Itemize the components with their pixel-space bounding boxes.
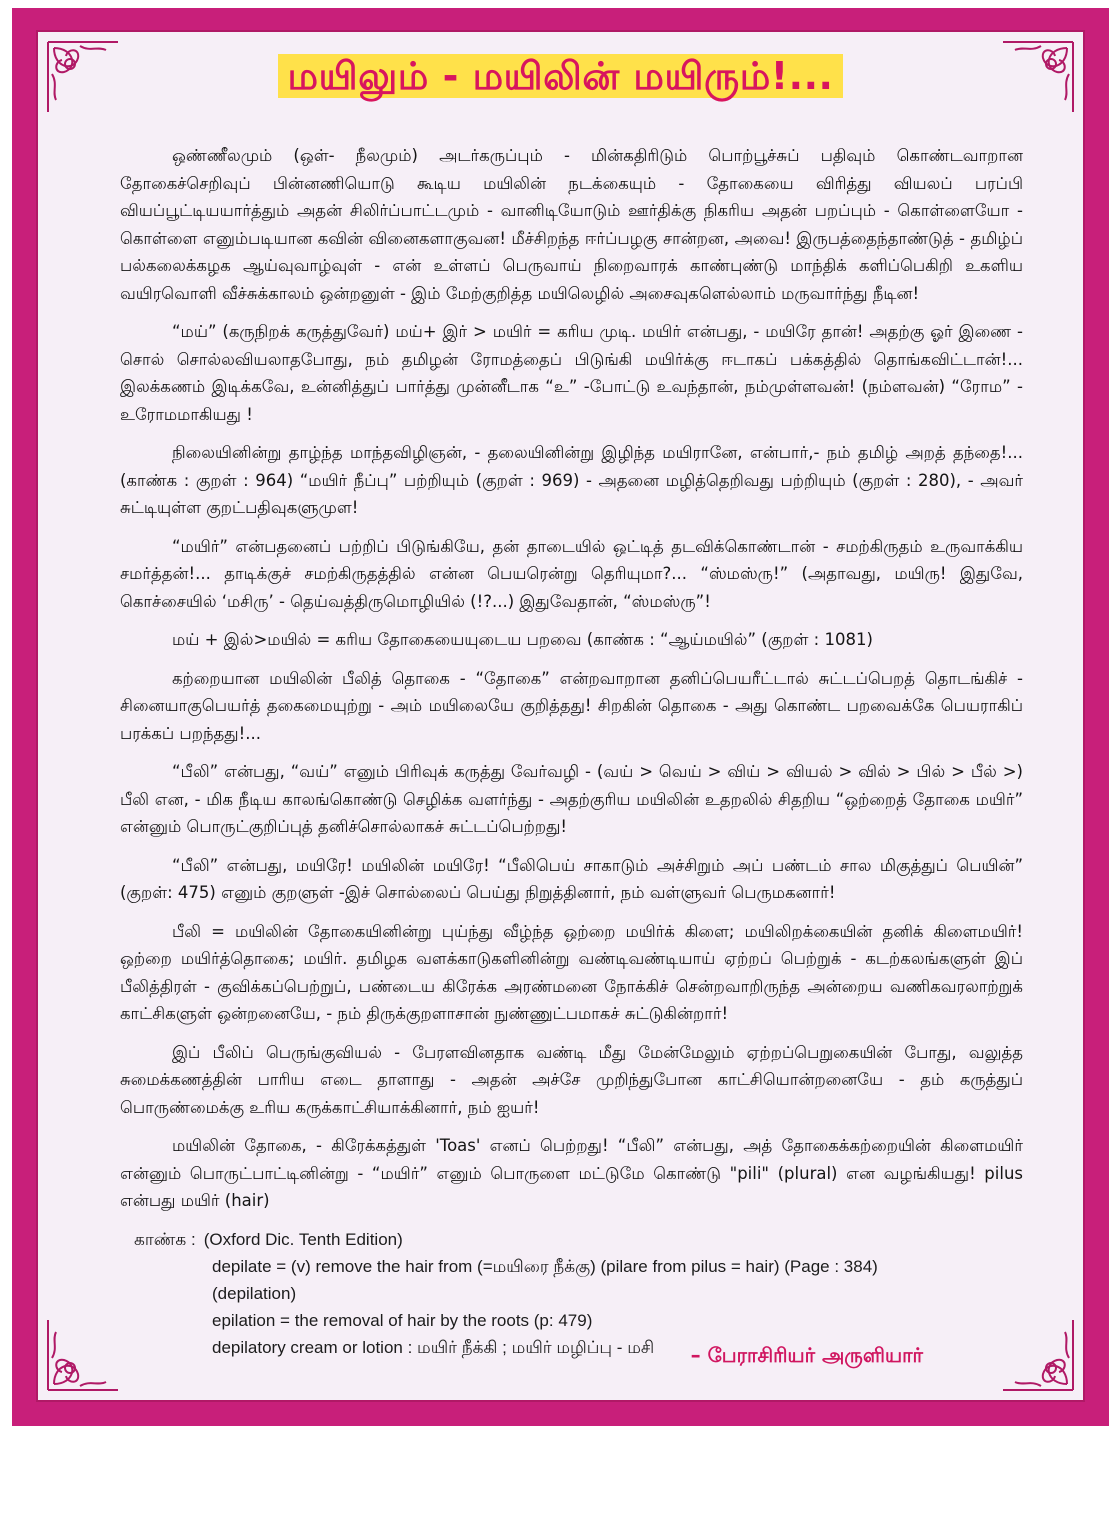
reference-line: depilate = (v) remove the hair from (=மயிரை நீக்கு) (pilare from pilus = hair) (Page : 384) [212, 1256, 878, 1276]
paragraph: மய் + இல்>மயில் = கரிய தோகையையுடைய பறவை (காண்க : “ஆய்மயில்” (குறள் : 1081) [172, 630, 873, 649]
paragraph: “மய்” (கருநிறக் கருத்துவேர்) மய்+ இர் > மயிர் = கரிய முடி. மயிர் என்பது, - மயிரே தான்! அதற்கு ஓர் இணை - சொல் சொல்லவியலாதபோது, நம் தமிழன் ரோமத்தைப் பிடுங்கி மயிர்க்கு ஈடாகப் பக்கத்தில் தொங்கவிட்டான்!... இலக்கணம் இடிக்கவே, உன்னித்துப் பார்த்து முன்னீடாக “உ” -போட்டு உவந்தான், நம்முள்ளவன்! (நம்ளவன்) “ரோம” - உரோமமாகியது ! [120, 322, 1023, 424]
content-panel [36, 30, 1085, 1402]
paragraph: நிலையினின்று தாழ்ந்த மாந்தவிழிஞன், - தலையினின்று இழிந்த மயிரானே, என்பார்,- நம் தமிழ் அறத் தந்தை!... (காண்க : குறள் : 964) “மயிர் நீப்பு” பற்றியும் (குறள் : 969) - அதனை மழித்தெறிவது பற்றியும் (குறள் : 280), - அவர் சுட்டியுள்ள குறட்பதிவுகளுமுள! [120, 443, 1023, 517]
reference-line: depilatory cream or lotion : மயிர் நீக்கி ; மயிர் மழிப்பு - மசி [212, 1337, 655, 1357]
reference-source: (Oxford Dic. Tenth Edition) [203, 1229, 403, 1249]
paragraph: இப் பீலிப் பெருங்குவியல் - பேரளவினதாக வண்டி மீது மேன்மேலும் ஏற்றப்பெறுகையின் போது, வலுத்த சுமைக்கணத்தின் பாரிய எடை தாளாது - அதன் அச்சே முறிந்துபோன காட்சியொன்றனையே - தம் கருத்துப் பொருண்மைக்கு உரிய கருக்காட்சியாக்கினார், நம் ஐயர்! [120, 1042, 1023, 1117]
article-body [120, 142, 1023, 1361]
author-signature: – பேராசிரியர் அருளியார் [690, 1343, 923, 1367]
paragraph: ஒண்ணீலமும் (ஒள்- நீலமும்) அடர்கருப்பும் - மின்கதிரிடும் பொற்பூச்சுப் பதிவும் கொண்டவாறான தோகைச்செறிவுப் பின்னணியொடு கூடிய மயிலின் நடக்கையும் - தோகையை விரித்து வியலப் பரப்பி வியப்பூட்டியயார்த்தும் அதன் சிலிர்ப்பாட்டமும் - வானிடியோடும் ஊர்திக்கு நிகரிய அதன் பறப்பும் - கொள்ளையோ - கொள்ளை எனும்படியான கவின் வினைகளாகுவன! மீச்சிறந்த ஈர்ப்பழகு சான்றன, அவை! இருபத்தைந்தாண்டுத் - தமிழ்ப் பல்கலைக்கழக ஆய்வுவாழ்வுள் - என் உள்ளப் பெருவாய் நிறைவாரக் காண்புண்டு மாந்திக் களிப்பெகிறி உகளிய வயிரவொளி வீச்சுக்காலம் ஒன்றனுள் - இம் மேற்குறித்த மயிலெழில் அசைவுகளெல்லாம் மருவார்ந்து நீடின! [120, 146, 1023, 303]
reference-line: epilation = the removal of hair by the roots (p: 479) [212, 1310, 593, 1330]
reference-line: (depilation) [212, 1283, 297, 1303]
paragraph: மயிலின் தோகை, - கிரேக்கத்துள் 'Toas' எனப் பெற்றது! “பீலி” என்பது, அத் தோகைக்கற்றையின் கிளைமயிர் என்னும் பொருட்பாட்டினின்று - “மயிர்” எனும் பொருளை மட்டுமே கொண்டு "pili" (plural) என வழங்கியது! pilus என்பது மயிர் (hair) [120, 1136, 1023, 1210]
paragraph: பீலி = மயிலின் தோகையினின்று புய்ந்து வீழ்ந்த ஒற்றை மயிர்க் கிளை; மயிலிறக்கையின் தனிக் கிளைமயிர்! ஒற்றை மயிர்த்தொகை; மயிர். தமிழக வளக்காடுகளினின்று வண்டிவண்டியாய் ஏற்றப் பெற்றுக் - கடற்கலங்களுள் இப் பீலித்திரள் - குவிக்கப்பெற்றுப், பண்டைய கிரேக்க அரண்மனை நோக்கிச் சென்றவாறிருந்த அன்றைய வணிகவரலாற்றுக் காட்சிகளுள் ஒன்றனையே, - நம் திருக்குறளாசான் நுண்ணுட்பமாகச் சுட்டுகின்றார்! [120, 921, 1023, 1023]
paragraph: கற்றையான மயிலின் பீலித் தொகை - “தோகை” என்றவாறான தனிப்பெயரீட்டால் சுட்டப்பெறத் தொடங்கிச் - சினையாகுபெயர்த் தகைமையுற்று - அம் மயிலையே குறித்தது! சிறகின் தொகை - அது கொண்ட பறவைக்கே பெயராகிப் பரக்கப் பறந்தது!... [120, 668, 1023, 743]
page-title-text: மயிலும் - மயிலின் மயிரும்!... [278, 54, 844, 98]
reference-header [120, 1226, 1023, 1253]
paragraph: “பீலி” என்பது, “வய்” எனும் பிரிவுக் கருத்து வேர்வழி - (வய் > வெய் > விய் > வியல் > வில் > பில் > பீல் >) பீலி என, - மிக நீடிய காலங்கொண்டு செழிக்க வளர்ந்து - அதற்குரிய மயிலின் உதறலில் சிதறிய “ஒற்றைத் தோகை மயிர்” என்னும் பொருட்குறிப்புத் தனிச்சொல்லாகச் சுட்டப்பெற்றது! [120, 762, 1023, 836]
paragraph: “பீலி” என்பது, மயிரே! மயிலின் மயிரே! “பீலிபெய் சாகாடும் அச்சிறும் அப் பண்டம் சால மிகுத்துப் பெயின்” (குறள்: 475) எனும் குறளுள் -இச் சொல்லைப் பெய்து நிறுத்தினார், நம் வள்ளுவர் பெருமகனார்! [120, 855, 1023, 902]
paragraph: “மயிர்” என்பதனைப் பற்றிப் பிடுங்கியே, தன் தாடையில் ஒட்டித் தடவிக்கொண்டான் - சமற்கிருதம் உருவாக்கிய சமர்த்தன்!... தாடிக்குச் சமற்கிருதத்தில் என்ன பெயரென்று தெரியுமா?... “ஸ்மஸ்ரு!” (அதாவது, மயிரு! இதுவே, கொச்சையில் ‘மசிரு’ - தெய்வத்திருமொழியில் (!?...) இதுவேதான், “ஸ்மஸ்ரு”! [120, 536, 1023, 611]
references-block [120, 1226, 1023, 1361]
reference-label: காண்க : [134, 1229, 196, 1249]
corner-ornament-icon [44, 1316, 122, 1394]
page-title [38, 54, 1083, 104]
page-border [12, 8, 1109, 1426]
